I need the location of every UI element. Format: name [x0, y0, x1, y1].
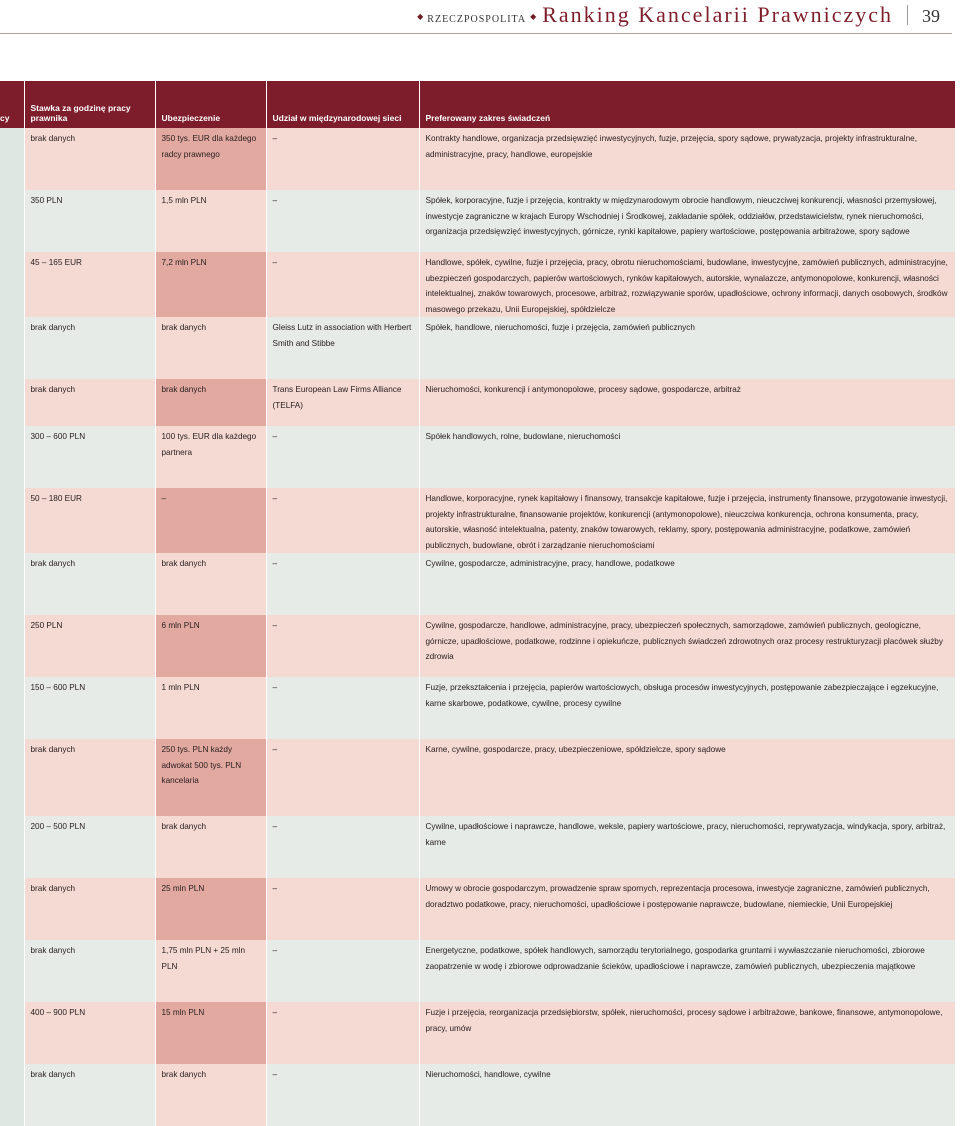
insurance-cell: 15 mln PLN	[155, 1002, 266, 1064]
insurance-cell: 100 tys. EUR dla każdego partnera	[155, 426, 266, 488]
scope-cell: Cywilne, gospodarcze, handlowe, administracyjne, pracy, ubezpieczeń społecznych, samorządowe, zamówień publicznych, geologiczne, górnicze, upadłościowe, podatkowe, rodzinne i opiekuńcze, publicznych świadczeń zdrowotnych oraz procesy restrukturyzacji placówek służby zdrowia	[419, 615, 955, 677]
cut-cell	[0, 426, 24, 488]
insurance-cell: 25 mln PLN	[155, 878, 266, 940]
network-cell: –	[266, 426, 419, 488]
cut-cell	[0, 739, 24, 816]
cut-cell	[0, 1002, 24, 1064]
cut-cell	[0, 940, 24, 1002]
cut-cell	[0, 816, 24, 878]
ranking-table	[0, 81, 955, 1126]
table-row	[0, 739, 955, 816]
network-cell: –	[266, 940, 419, 1002]
rate-cell: 250 PLN	[24, 615, 155, 677]
network-cell: –	[266, 128, 419, 190]
scope-cell: Fuzje, przekształcenia i przejęcia, papierów wartościowych, obsługa procesów inwestycyjnych, postępowanie zabezpieczające i egzekucyjne, karne skarbowe, podatkowe, cywilne, procesy cywilne	[419, 677, 955, 739]
header-rule	[0, 33, 952, 34]
table-row	[0, 553, 955, 615]
scope-cell: Fuzje i przejęcia, reorganizacja przedsiębiorstw, spółek, nieruchomości, procesy sądowe i arbitrażowe, bankowe, finansowe, antymonopolowe, pracy, umów	[419, 1002, 955, 1064]
column-header-cut: cy	[0, 81, 24, 128]
cut-cell	[0, 677, 24, 739]
network-cell: –	[266, 488, 419, 553]
rate-cell: brak danych	[24, 878, 155, 940]
cut-cell	[0, 878, 24, 940]
table-row	[0, 1002, 955, 1064]
network-cell: –	[266, 190, 419, 252]
table-row	[0, 190, 955, 252]
cut-cell	[0, 190, 24, 252]
network-cell: –	[266, 252, 419, 317]
rate-cell: 200 – 500 PLN	[24, 816, 155, 878]
rate-cell: 350 PLN	[24, 190, 155, 252]
scope-cell: Handlowe, korporacyjne, rynek kapitałowy i finansowy, transakcje kapitałowe, fuzje i przejęcia, instrumenty finansowe, przygotowanie inwestycji, projekty infrastrukturalne, finansowanie projektów, konkurencji (antymonopolowe), nieuczciwa konkurencja, ochrona konsumenta, pracy, autorskie, własność intelektualna, patenty, znaków towarowych, reklamy, spory, postępowania administracyjne, podatkowe, zamówień publicznych, budowlane, obrót i zarządzanie nieruchomościami	[419, 488, 955, 553]
diamond-icon: ◆	[530, 12, 537, 21]
network-cell: –	[266, 553, 419, 615]
table-row	[0, 317, 955, 379]
rate-cell: brak danych	[24, 739, 155, 816]
column-header-scope: Preferowany zakres świadczeń	[419, 81, 955, 128]
ranking-title: Ranking Kancelarii Prawniczych	[542, 2, 893, 27]
scope-cell: Spółek handlowych, rolne, budowlane, nieruchomości	[419, 426, 955, 488]
header-brand	[417, 2, 940, 30]
scope-cell: Spółek, handlowe, nieruchomości, fuzje i przejęcia, zamówień publicznych	[419, 317, 955, 379]
rate-cell: brak danych	[24, 317, 155, 379]
network-cell: –	[266, 615, 419, 677]
scope-cell: Energetyczne, podatkowe, spółek handlowych, samorządu terytorialnego, gospodarka gruntami i wywłaszczanie nieruchomości, zbiorowe zaopatrzenie w wodę i zbiorowe odprowadzanie ścieków, upadłościowe i naprawcze, zamówień publicznych, ubezpieczenia majątkowe	[419, 940, 955, 1002]
column-header-rate: Stawka za godzinę pracy prawnika	[24, 81, 155, 128]
insurance-cell: 1 mln PLN	[155, 677, 266, 739]
scope-cell: Cywilne, gospodarcze, administracyjne, pracy, handlowe, podatkowe	[419, 553, 955, 615]
network-cell: Trans European Law Firms Alliance (TELFA)	[266, 379, 419, 426]
cut-cell	[0, 1064, 24, 1126]
rate-cell: brak danych	[24, 553, 155, 615]
scope-cell: Karne, cywilne, gospodarcze, pracy, ubezpieczeniowe, spółdzielcze, spory sądowe	[419, 739, 955, 816]
rate-cell: brak danych	[24, 379, 155, 426]
network-cell: –	[266, 816, 419, 878]
scope-cell: Handlowe, spółek, cywilne, fuzje i przejęcia, pracy, obrotu nieruchomościami, budowlane, inwestycyjne, zamówień publicznych, administracyjne, ubezpieczeń gospodarczych, papierów wartościowych, rynków kapitałowych, autorskie, wynalazcze, antymonopolowe, konkurencji, własności intelektualnej, znaków towarowych, procesowe, arbitraż, rozwiązywanie sporów, upadłościowe, ochrony informacji, danych osobowych, środków masowego przekazu, Unii Europejskiej, spółdzielcze	[419, 252, 955, 317]
publication-name: RZECZPOSPOLITA	[427, 14, 527, 25]
scope-cell: Kontrakty handlowe, organizacja przedsięwzięć inwestycyjnych, fuzje, przejęcia, spory sądowe, prywatyzacja, projekty infrastrukturalne, administracyjne, pracy, handlowe, europejskie	[419, 128, 955, 190]
table-header-row	[0, 81, 955, 128]
table-row	[0, 426, 955, 488]
column-header-network: Udział w międzynarodowej sieci	[266, 81, 419, 128]
insurance-cell: brak danych	[155, 1064, 266, 1126]
rate-cell: brak danych	[24, 1064, 155, 1126]
network-cell: –	[266, 677, 419, 739]
network-cell: –	[266, 739, 419, 816]
table-row	[0, 677, 955, 739]
page-number: 39	[922, 6, 940, 26]
rate-cell: 300 – 600 PLN	[24, 426, 155, 488]
cut-cell	[0, 317, 24, 379]
rate-cell: brak danych	[24, 940, 155, 1002]
cut-cell	[0, 488, 24, 553]
table-row	[0, 940, 955, 1002]
insurance-cell: brak danych	[155, 816, 266, 878]
insurance-cell: 350 tys. EUR dla każdego radcy prawnego	[155, 128, 266, 190]
scope-cell: Umowy w obrocie gospodarczym, prowadzenie spraw spornych, reprezentacja procesowa, inwestycje zagraniczne, zamówień publicznych, doradztwo podatkowe, pracy, nieruchomości, upadłościowe i postępowanie naprawcze, budowlane, niemieckie, Unii Europejskiej	[419, 878, 955, 940]
table-row	[0, 878, 955, 940]
rate-cell: brak danych	[24, 128, 155, 190]
table-row	[0, 128, 955, 190]
cut-cell	[0, 379, 24, 426]
network-cell: –	[266, 878, 419, 940]
rate-cell: 150 – 600 PLN	[24, 677, 155, 739]
scope-cell: Spółek, korporacyjne, fuzje i przejęcia, kontrakty w międzynarodowym obrocie handlowym, nieuczciwej konkurencji, własności przemysłowej, inwestycje zagraniczne w krajach Europy Wschodniej i Środkowej, zakładanie spółek, oddziałów, przedstawicielstw, rynek nieruchomości, organizacja przedsięwzięć inwestycyjnych, górnicze, rynki kapitałowe, papiery wartościowe, postępowania arbitrażowe, spory sądowe	[419, 190, 955, 252]
insurance-cell: brak danych	[155, 317, 266, 379]
insurance-cell: brak danych	[155, 379, 266, 426]
insurance-cell: 250 tys. PLN każdy adwokat 500 tys. PLN kancelaria	[155, 739, 266, 816]
network-cell: –	[266, 1002, 419, 1064]
insurance-cell: brak danych	[155, 553, 266, 615]
header-separator	[907, 5, 908, 25]
rate-cell: 400 – 900 PLN	[24, 1002, 155, 1064]
insurance-cell: –	[155, 488, 266, 553]
insurance-cell: 1,75 mln PLN + 25 mln PLN	[155, 940, 266, 1002]
page-header	[0, 0, 960, 34]
insurance-cell: 7,2 mln PLN	[155, 252, 266, 317]
table-row	[0, 816, 955, 878]
table-row	[0, 615, 955, 677]
rate-cell: 45 – 165 EUR	[24, 252, 155, 317]
scope-cell: Nieruchomości, konkurencji i antymonopolowe, procesy sądowe, gospodarcze, arbitraż	[419, 379, 955, 426]
insurance-cell: 1,5 mln PLN	[155, 190, 266, 252]
cut-cell	[0, 128, 24, 190]
network-cell: Gleiss Lutz in association with Herbert Smith and Stibbe	[266, 317, 419, 379]
table-row	[0, 379, 955, 426]
scope-cell: Cywilne, upadłościowe i naprawcze, handlowe, weksle, papiery wartościowe, pracy, nieruchomości, reprywatyzacja, windykacja, spory, arbitraż, karne	[419, 816, 955, 878]
cut-cell	[0, 615, 24, 677]
table-row	[0, 252, 955, 317]
cut-cell	[0, 252, 24, 317]
insurance-cell: 6 mln PLN	[155, 615, 266, 677]
network-cell: –	[266, 1064, 419, 1126]
table-row	[0, 1064, 955, 1126]
cut-cell	[0, 553, 24, 615]
table-row	[0, 488, 955, 553]
column-header-insurance: Ubezpieczenie	[155, 81, 266, 128]
diamond-icon: ◆	[417, 12, 424, 21]
scope-cell: Nieruchomości, handlowe, cywilne	[419, 1064, 955, 1126]
rate-cell: 50 – 180 EUR	[24, 488, 155, 553]
